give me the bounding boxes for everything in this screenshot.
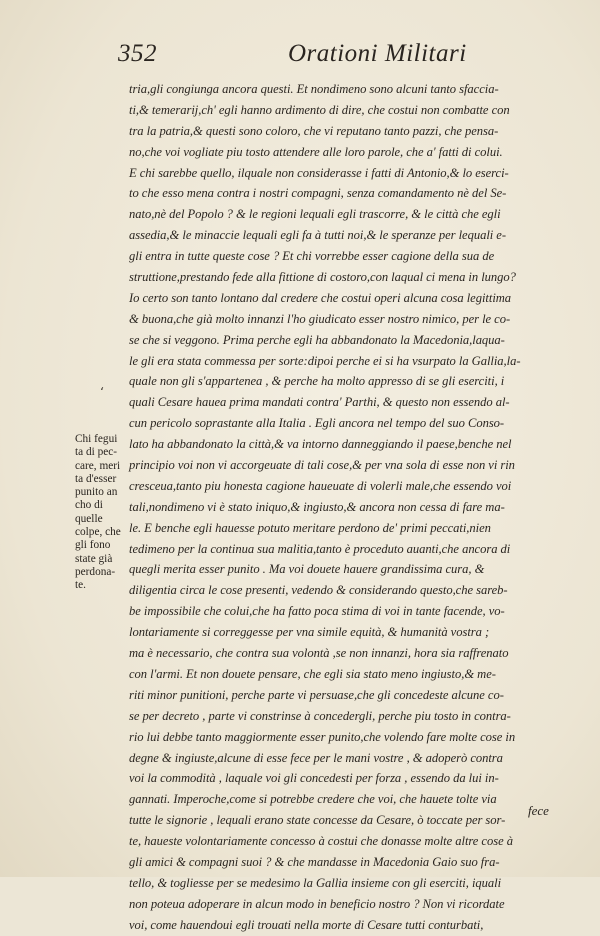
text-line: nato,nè del Popolo ? & le regioni lequali egli trascorre, & le città che egli	[129, 207, 501, 222]
text-line: tedimeno per la continua sua malitia,tanto è proceduto auanti,che ancora di	[129, 541, 511, 556]
text-line: cresceua,tanto piu honesta cagione haueuate di volerli male,che essendo voi	[129, 478, 512, 493]
text-line: gli amici & compagni suoi ? & che mandasse in Macedonia Gaio suo fra-	[129, 854, 500, 869]
text-line: Io certo son tanto lontano dal credere che costui operi alcuna cosa legittima	[129, 290, 512, 305]
text-line: te, haueste volontariamente concesso à costui che donasse molte altre cose à	[129, 834, 513, 849]
page-number: 352	[118, 40, 157, 67]
marginal-note	[75, 433, 133, 593]
text-line: con l'armi. Et non douete pensare, che egli sia stato meno ingiusto,& me-	[129, 666, 496, 681]
text-line: se per decreto , parte vi constrinse à concedergli, perche piu tosto in contra-	[129, 708, 511, 723]
text-line: lontariamente si correggesse per vna simile equità, & humanità vostra ;	[129, 625, 490, 640]
text-line: tello, & togliesse per se medesimo la Gallia insieme con gli eserciti, iquali	[129, 875, 502, 890]
text-line: gannati. Imperoche,come si potrebbe credere che voi, che hauete tolte via	[129, 792, 497, 807]
text-line: to che esso mena contra i nostri compagni, senza comandamento nè del Se-	[129, 186, 507, 201]
text-line: diligentia circa le cose presenti, vedendo & considerando questo,che sareb-	[129, 583, 508, 598]
text-line: cun pericolo soprastante alla Italia . Egli ancora nel tempo del suo Conso-	[129, 416, 505, 431]
catchword: fece	[528, 803, 549, 818]
text-line: E chi sarebbe quello, ilquale non considerasse i fatti di Antonio,& lo eserci-	[129, 165, 509, 180]
note-line: gli fono	[75, 539, 111, 552]
text-line: quale non gli s'appartenea , & perche ha molto appresso di se gli eserciti, i	[129, 374, 505, 389]
running-title: Orationi Militari	[288, 40, 467, 67]
text-line: struttione,prestando fede alla fittione di costoro,con laqual ci mena in lungo?	[129, 270, 516, 285]
note-line: te.	[75, 579, 86, 592]
text-line: voi, come hauendoui egli trouati nella morte di Cesare tutti conturbati,	[129, 917, 484, 932]
text-line: ma è necessario, che contra sua volontà ,se non innanzi, hora sia raffrenato	[129, 646, 509, 661]
text-line: tra la patria,& questi sono coloro, che vi reputano tanto pazzi, che pensa-	[129, 123, 499, 138]
note-line: colpe, che	[75, 526, 121, 539]
text-line: lato ha abbandonato la città,& va intorno danneggiando il paese,benche nel	[129, 437, 512, 452]
text-line: tali,nondimeno vi è stato iniquo,& ingiusto,& ancora non cessa di fare ma-	[129, 499, 505, 514]
text-line: tutte le signorie , lequali erano state concesse da Cesare, ò toccate per sor-	[129, 813, 506, 828]
note-line: perdona-	[75, 565, 116, 578]
text-line: degne & ingiuste,alcune di esse fece per le mani vostre , & adoperò contra	[129, 750, 503, 765]
text-line: & buona,che già molto innanzi l'ho giudicato esser nostro nimico, per le co-	[129, 311, 511, 326]
note-line: quelle	[75, 512, 103, 525]
text-line: quali Cesare hauea prima mandati contra' Parthi, & questo non essendo al-	[129, 395, 510, 410]
text-line: non poteua adoperare in alcun modo in beneficio nostro ? Non vi ricordate	[129, 896, 505, 911]
text-line: tria,gli congiunga ancora questi. Et nondimeno sono alcuni tanto sfaccia-	[129, 82, 499, 96]
text-line: le gli era stata commessa per sorte:dipoi perche ei si ha vsurpato la Gallia,la-	[129, 353, 521, 368]
margin-mark: ‘	[100, 385, 104, 399]
text-line: ti,& temerarij,ch' egli hanno ardimento di dire, che costui non combatte con	[129, 102, 510, 117]
note-line: care, meri	[75, 459, 121, 472]
text-line: principio voi non vi accorgeuate di tali cose,& per vna sola di esse non vi rin	[129, 458, 515, 473]
text-line: gli entra in tutte queste cose ? Et chi vorrebbe esser cagione della sua de	[129, 249, 495, 264]
text-line: be impossibile che colui,che ha fatto poca stima di voi in tante facende, vo-	[129, 604, 505, 619]
note-line: ta d'esser	[75, 472, 117, 485]
text-line: quegli merita esser punito . Ma voi douete hauere grandissima cura, &	[129, 562, 485, 577]
body-text	[129, 79, 571, 936]
text-line: riti minor punitioni, perche parte vi persuase,che gli concedeste alcune co-	[129, 687, 504, 702]
page-header	[118, 38, 560, 72]
text-line: assedia,& le minaccie lequali egli fa à tutti noi,& le speranze per lequali e-	[129, 228, 506, 243]
text-line: se che si veggono. Prima perche egli ha abbandonato la Macedonia,laqua-	[129, 332, 505, 347]
text-line: rio lui debbe tanto maggiormente esser punito,che volendo fare molte cose in	[129, 729, 516, 744]
note-line: Chi fegui	[75, 433, 118, 445]
note-line: ta di pec-	[75, 446, 118, 459]
text-line: le. E benche egli hauesse potuto meritare perdono de' primi peccati,nien	[129, 520, 491, 535]
note-line: state già	[75, 552, 113, 565]
note-line: punito an	[75, 486, 118, 499]
note-line: cho di	[75, 499, 103, 512]
text-line: voi la commodità , laquale voi gli concedesti per forza , essendo da lui in-	[129, 771, 499, 786]
text-line: no,che voi vogliate piu tosto attendere alle loro parole, che a' fatti di colui.	[129, 144, 503, 159]
